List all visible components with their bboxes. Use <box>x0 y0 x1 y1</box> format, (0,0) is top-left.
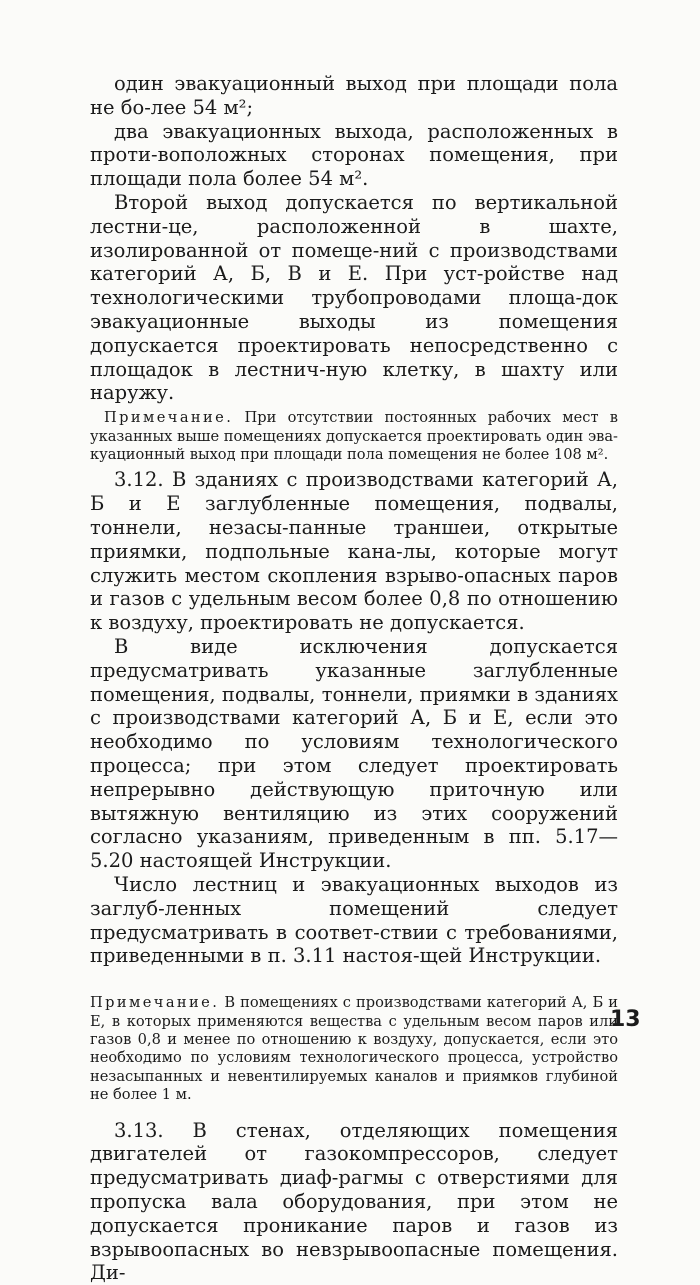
section-3-12-paragraph-2: В виде исключения допускается предусматривать указанные заглубленные помещения, подвалы, тоннели, приямки в зданиях с производствами категорий А, Б и Е, если это необходимо по условиям технологического процесса; при этом следует проектировать непрерывно действующую приточную или вытяжную вентиляцию из этих сооружений согласно указаниям, приведенным в пп. 5.17—5.20 настоящей Инструкции. <box>90 634 618 873</box>
note-text: При отсутствии постоянных рабочих мест в указанных выше помещениях допускается проектировать один эва-куационный выход при площади пола помещения не более 108 м². <box>90 409 619 463</box>
paragraph-two-exits: два эвакуационных выхода, расположенных в проти-воположных сторонах помещения, при площади пола более 54 м². <box>90 119 618 191</box>
note-vapor-density <box>90 994 618 1104</box>
page-number: 13 <box>610 1007 641 1032</box>
section-3-13-paragraph: 3.13. В стенах, отделяющих помещения двигателей от газокомпрессоров, следует предусматривать диаф-рагмы с отверстиями для пропуска вала оборудования, при этом не допускается проникание паров и газов из взрывоопасных во невзрывоопасные помещения. Ди- <box>90 1118 618 1285</box>
document-page <box>90 72 618 1285</box>
note-no-permanent-workplaces <box>90 409 618 464</box>
section-3-12-paragraph-1: 3.12. В зданиях с производствами категорий А, Б и Е заглубленные помещения, подвалы, тоннели, незасы-панные траншеи, открытые приямки, подпольные кана-лы, которые могут служить местом скопления взрыво-опасных паров и газов с удельным весом более 0,8 по отношению к воздуху, проектировать не допускается. <box>90 468 618 635</box>
note-text: В помещениях с производствами категорий А, Б и Е, в которых применяются вещества с удельным весом паров или газов 0,8 и менее по отношению к воздуху, допускается, если это необходимо по условиям технологического процесса, устройство незасыпанных и невентилируемых каналов и приямков глубиной не более 1 м. <box>90 994 619 1104</box>
paragraph-second-exit: Второй выход допускается по вертикальной лестни-це, расположенной в шахте, изолированной от помеще-ний с производствами категорий А, Б, В и Е. При уст-ройстве над технологическими трубопроводами площа-док эвакуационные выходы из помещения допускается проектировать непосредственно с площадок в лестнич-ную клетку, в шахту или наружу. <box>90 190 618 405</box>
section-3-12-paragraph-3: Число лестниц и эвакуационных выходов из заглуб-ленных помещений следует предусматривать в соответ-ствии с требованиями, приведенными в п. 3.11 настоя-щей Инструкции. <box>90 872 618 968</box>
note-label: Примечание. <box>104 409 234 427</box>
note-label: Примечание. <box>90 994 220 1012</box>
paragraph-single-exit: один эвакуационный выход при площади пола не бо-лее 54 м²; <box>90 72 618 119</box>
